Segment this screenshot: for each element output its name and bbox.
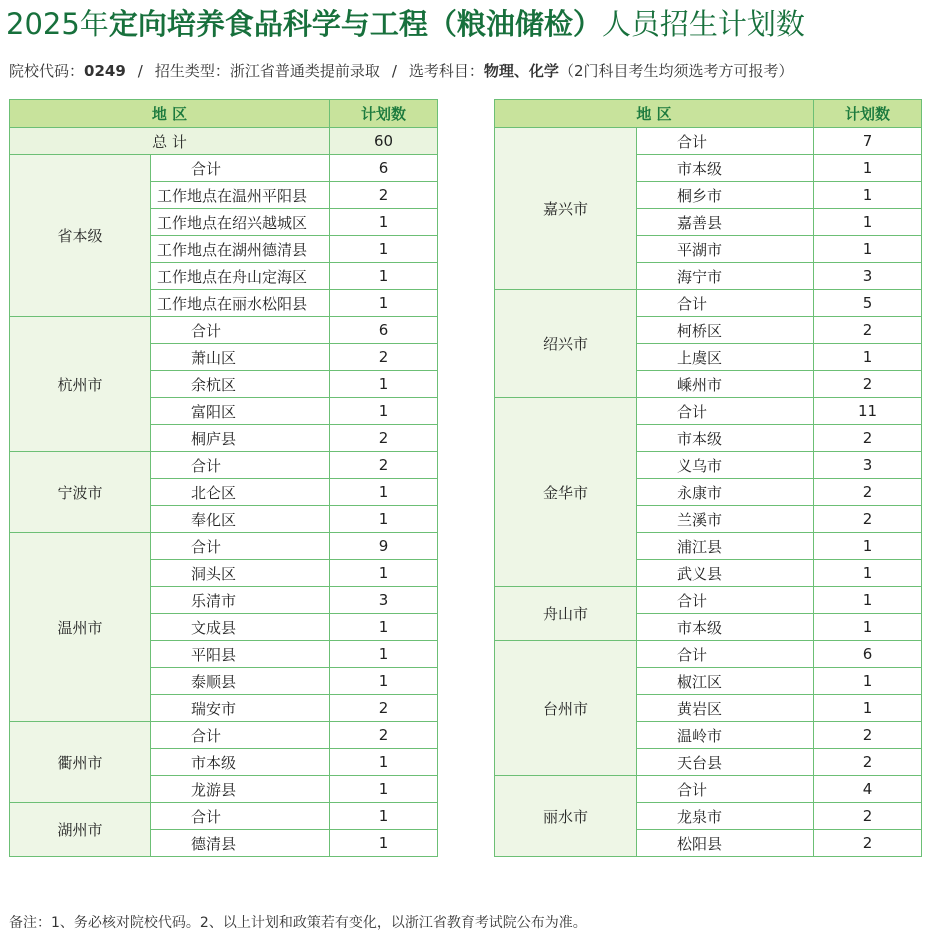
district-cell: 富阳区 <box>151 398 330 425</box>
district-cell: 松阳县 <box>637 830 814 857</box>
table-row <box>495 587 922 614</box>
count-cell: 2 <box>814 317 922 344</box>
count-cell: 6 <box>814 641 922 668</box>
table-row <box>10 533 438 560</box>
count-cell: 6 <box>330 155 438 182</box>
subtotal-label: 合计 <box>151 452 330 479</box>
count-cell: 1 <box>814 560 922 587</box>
subtotal-label: 合计 <box>637 641 814 668</box>
count-cell: 2 <box>814 425 922 452</box>
district-cell: 平湖市 <box>637 236 814 263</box>
count-cell: 2 <box>814 722 922 749</box>
plan-table-right <box>494 99 922 857</box>
district-cell: 市本级 <box>637 614 814 641</box>
district-cell: 永康市 <box>637 479 814 506</box>
subtotal-label: 合计 <box>151 155 330 182</box>
region-cell: 宁波市 <box>10 452 151 533</box>
region-cell: 绍兴市 <box>495 290 637 398</box>
count-cell: 1 <box>814 587 922 614</box>
district-cell: 市本级 <box>637 425 814 452</box>
count-cell: 2 <box>814 479 922 506</box>
count-cell: 1 <box>330 749 438 776</box>
table-row <box>495 641 922 668</box>
count-cell: 1 <box>330 506 438 533</box>
district-cell: 武义县 <box>637 560 814 587</box>
district-cell: 奉化区 <box>151 506 330 533</box>
count-cell: 2 <box>814 371 922 398</box>
district-cell: 黄岩区 <box>637 695 814 722</box>
table-header <box>10 100 438 128</box>
district-cell: 北仑区 <box>151 479 330 506</box>
count-cell: 1 <box>814 344 922 371</box>
table-row <box>10 317 438 344</box>
footnote: 备注：1、务必核对院校代码。2、以上计划和政策若有变化，以浙江省教育考试院公布为准。 <box>9 915 587 931</box>
count-cell: 2 <box>330 344 438 371</box>
count-cell: 1 <box>814 209 922 236</box>
count-cell: 2 <box>330 452 438 479</box>
district-cell: 义乌市 <box>637 452 814 479</box>
count-cell: 9 <box>330 533 438 560</box>
separator: / <box>137 62 143 80</box>
district-cell: 椒江区 <box>637 668 814 695</box>
district-cell: 桐乡市 <box>637 182 814 209</box>
subtitle <box>9 60 793 81</box>
count-cell: 2 <box>330 695 438 722</box>
district-cell: 德清县 <box>151 830 330 857</box>
count-cell: 2 <box>814 830 922 857</box>
district-cell: 市本级 <box>151 749 330 776</box>
count-cell: 1 <box>330 479 438 506</box>
admission-type: 招生类型：浙江省普通类提前录取 <box>154 62 380 80</box>
count-cell: 1 <box>330 776 438 803</box>
count-cell: 11 <box>814 398 922 425</box>
district-cell: 浦江县 <box>637 533 814 560</box>
count-cell: 2 <box>814 803 922 830</box>
count-cell: 3 <box>814 263 922 290</box>
region-cell: 衢州市 <box>10 722 151 803</box>
subjects: 物理、化学 <box>483 62 559 80</box>
table-row <box>10 803 438 830</box>
header-region: 地 区 <box>495 100 814 128</box>
count-cell: 1 <box>330 560 438 587</box>
district-cell: 嘉善县 <box>637 209 814 236</box>
district-cell: 海宁市 <box>637 263 814 290</box>
district-cell: 工作地点在舟山定海区 <box>151 263 330 290</box>
count-cell: 5 <box>814 290 922 317</box>
district-cell: 平阳县 <box>151 641 330 668</box>
district-cell: 工作地点在湖州德清县 <box>151 236 330 263</box>
count-cell: 1 <box>814 182 922 209</box>
count-cell: 1 <box>814 695 922 722</box>
title-main: 定向培养食品科学与工程（粮油储检） <box>108 7 602 41</box>
count-cell: 1 <box>330 263 438 290</box>
separator: / <box>391 62 397 80</box>
district-cell: 柯桥区 <box>637 317 814 344</box>
table-header <box>495 100 922 128</box>
count-cell: 1 <box>330 641 438 668</box>
count-cell: 1 <box>330 398 438 425</box>
table-row <box>10 722 438 749</box>
region-cell: 金华市 <box>495 398 637 587</box>
count-cell: 1 <box>330 668 438 695</box>
subtotal-label: 合计 <box>637 128 814 155</box>
count-cell: 4 <box>814 776 922 803</box>
subtotal-label: 合计 <box>151 722 330 749</box>
district-cell: 洞头区 <box>151 560 330 587</box>
district-cell: 文成县 <box>151 614 330 641</box>
header-region: 地 区 <box>10 100 330 128</box>
school-code: 0249 <box>84 62 126 80</box>
district-cell: 温岭市 <box>637 722 814 749</box>
district-cell: 余杭区 <box>151 371 330 398</box>
total-row <box>10 128 438 155</box>
district-cell: 龙游县 <box>151 776 330 803</box>
district-cell: 桐庐县 <box>151 425 330 452</box>
count-cell: 3 <box>330 587 438 614</box>
district-cell: 泰顺县 <box>151 668 330 695</box>
region-cell: 温州市 <box>10 533 151 722</box>
count-cell: 1 <box>330 614 438 641</box>
table-row <box>495 290 922 317</box>
district-cell: 市本级 <box>637 155 814 182</box>
district-cell: 上虞区 <box>637 344 814 371</box>
subtotal-label: 合计 <box>151 803 330 830</box>
count-cell: 1 <box>330 290 438 317</box>
subtotal-label: 合计 <box>151 533 330 560</box>
count-cell: 2 <box>330 722 438 749</box>
subject-label: 选考科目： <box>408 62 484 80</box>
subtotal-label: 合计 <box>637 776 814 803</box>
count-cell: 3 <box>814 452 922 479</box>
count-cell: 2 <box>330 425 438 452</box>
district-cell: 龙泉市 <box>637 803 814 830</box>
count-cell: 1 <box>330 209 438 236</box>
district-cell: 工作地点在丽水松阳县 <box>151 290 330 317</box>
district-cell: 兰溪市 <box>637 506 814 533</box>
header-count: 计划数 <box>330 100 438 128</box>
count-cell: 1 <box>814 236 922 263</box>
subtotal-label: 合计 <box>637 587 814 614</box>
count-cell: 1 <box>814 155 922 182</box>
region-cell: 嘉兴市 <box>495 128 637 290</box>
header-count: 计划数 <box>814 100 922 128</box>
region-cell: 舟山市 <box>495 587 637 641</box>
table-row <box>495 776 922 803</box>
count-cell: 7 <box>814 128 922 155</box>
count-cell: 2 <box>814 749 922 776</box>
region-cell: 湖州市 <box>10 803 151 857</box>
subtotal-label: 合计 <box>151 317 330 344</box>
subject-note: （2门科目考生均须选考方可报考） <box>558 62 794 80</box>
plan-table-left <box>9 99 438 857</box>
table-row <box>495 398 922 425</box>
district-cell: 萧山区 <box>151 344 330 371</box>
count-cell: 1 <box>814 614 922 641</box>
count-cell: 1 <box>330 803 438 830</box>
district-cell: 天台县 <box>637 749 814 776</box>
region-cell: 杭州市 <box>10 317 151 452</box>
table-row <box>10 155 438 182</box>
count-cell: 1 <box>330 236 438 263</box>
page-title <box>6 2 805 43</box>
code-label: 院校代码： <box>9 62 85 80</box>
district-cell: 工作地点在温州平阳县 <box>151 182 330 209</box>
region-cell: 丽水市 <box>495 776 637 857</box>
district-cell: 乐清市 <box>151 587 330 614</box>
count-cell: 2 <box>814 506 922 533</box>
count-cell: 1 <box>814 533 922 560</box>
count-cell: 1 <box>330 371 438 398</box>
count-cell: 1 <box>814 668 922 695</box>
subtotal-label: 合计 <box>637 398 814 425</box>
subtotal-label: 合计 <box>637 290 814 317</box>
table-row <box>495 128 922 155</box>
title-year: 2025年 <box>6 7 109 41</box>
count-cell: 2 <box>330 182 438 209</box>
count-cell: 6 <box>330 317 438 344</box>
title-suffix: 人员招生计划数 <box>601 7 805 41</box>
region-cell: 省本级 <box>10 155 151 317</box>
total-label: 总 计 <box>10 128 330 155</box>
region-cell: 台州市 <box>495 641 637 776</box>
district-cell: 嵊州市 <box>637 371 814 398</box>
table-row <box>10 452 438 479</box>
total-value: 60 <box>330 128 438 155</box>
count-cell: 1 <box>330 830 438 857</box>
district-cell: 工作地点在绍兴越城区 <box>151 209 330 236</box>
district-cell: 瑞安市 <box>151 695 330 722</box>
